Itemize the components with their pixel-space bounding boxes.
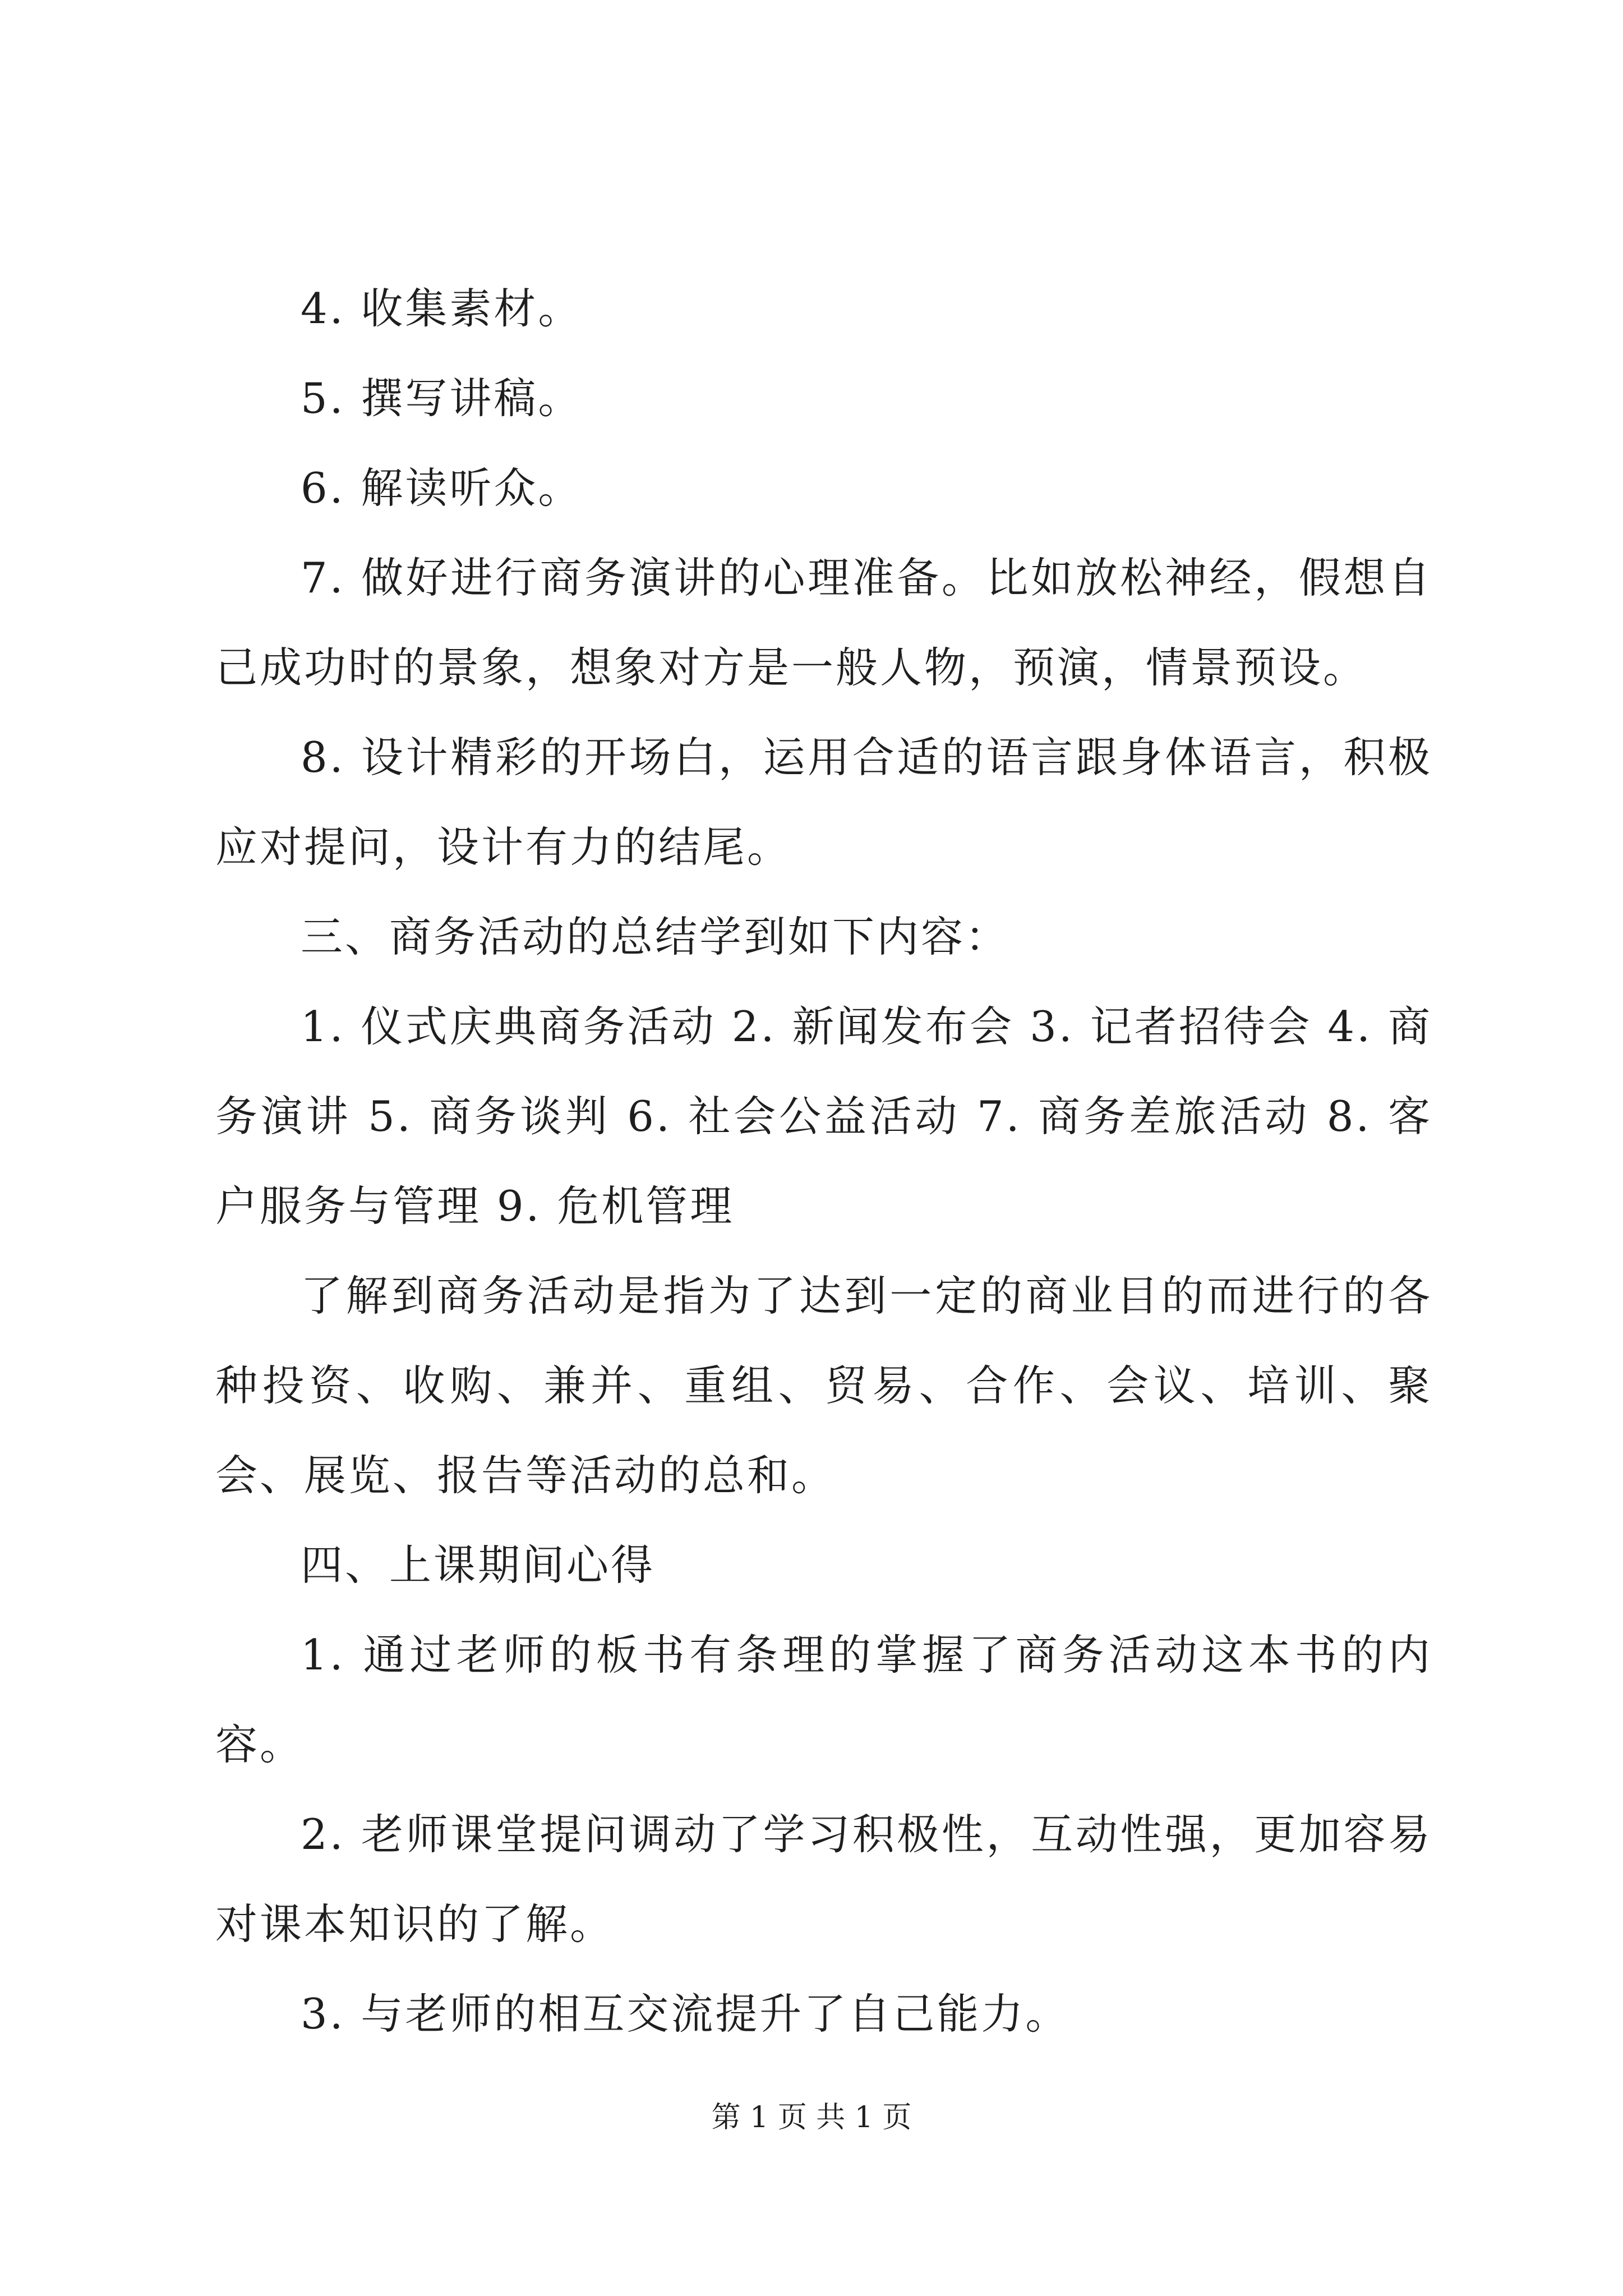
paragraph-reflection-3: 3. 与老师的相互交流提升了自己能力。	[301, 1989, 1070, 2039]
paragraph-business-definition: 了解到商务活动是指为了达到一定的商业目的而进行的各种投资、收购、兼并、重组、贸易、合作、会议、培训、聚会、展览、报告等活动的总和。	[215, 1271, 1432, 1500]
paragraph-reflection-1: 1. 通过老师的板书有条理的掌握了商务活动这本书的内容。	[215, 1630, 1432, 1769]
paragraph-collect-material: 4. 收集素材。	[301, 284, 583, 333]
paragraph-reflection-2: 2. 老师课堂提问调动了学习积极性，互动性强，更加容易对课本知识的了解。	[215, 1810, 1432, 1949]
paragraph-opening-closing: 8. 设计精彩的开场白，运用合适的语言跟身体语言，积极应对提问，设计有力的结尾。	[215, 733, 1432, 872]
section-heading-summary: 三、商务活动的总结学到如下内容：	[301, 912, 1010, 961]
paragraph-mental-preparation: 7. 做好进行商务演讲的心理准备。比如放松神经，假想自己成功时的景象，想象对方是一般人物，预演，情景预设。	[215, 553, 1432, 692]
paragraph-write-speech: 5. 撰写讲稿。	[301, 374, 583, 423]
page-number-footer: 第 1 页 共 1 页	[711, 2101, 912, 2134]
paragraph-read-audience: 6. 解读听众。	[301, 463, 583, 513]
section-heading-class-reflections: 四、上课期间心得	[301, 1540, 656, 1590]
paragraph-activity-list: 1. 仪式庆典商务活动 2. 新闻发布会 3. 记者招待会 4. 商务演讲 5. 商务谈判 6. 社会公益活动 7. 商务差旅活动 8. 客户服务与管理 9. 危机管理	[215, 1002, 1432, 1231]
document-body	[215, 264, 1432, 2059]
